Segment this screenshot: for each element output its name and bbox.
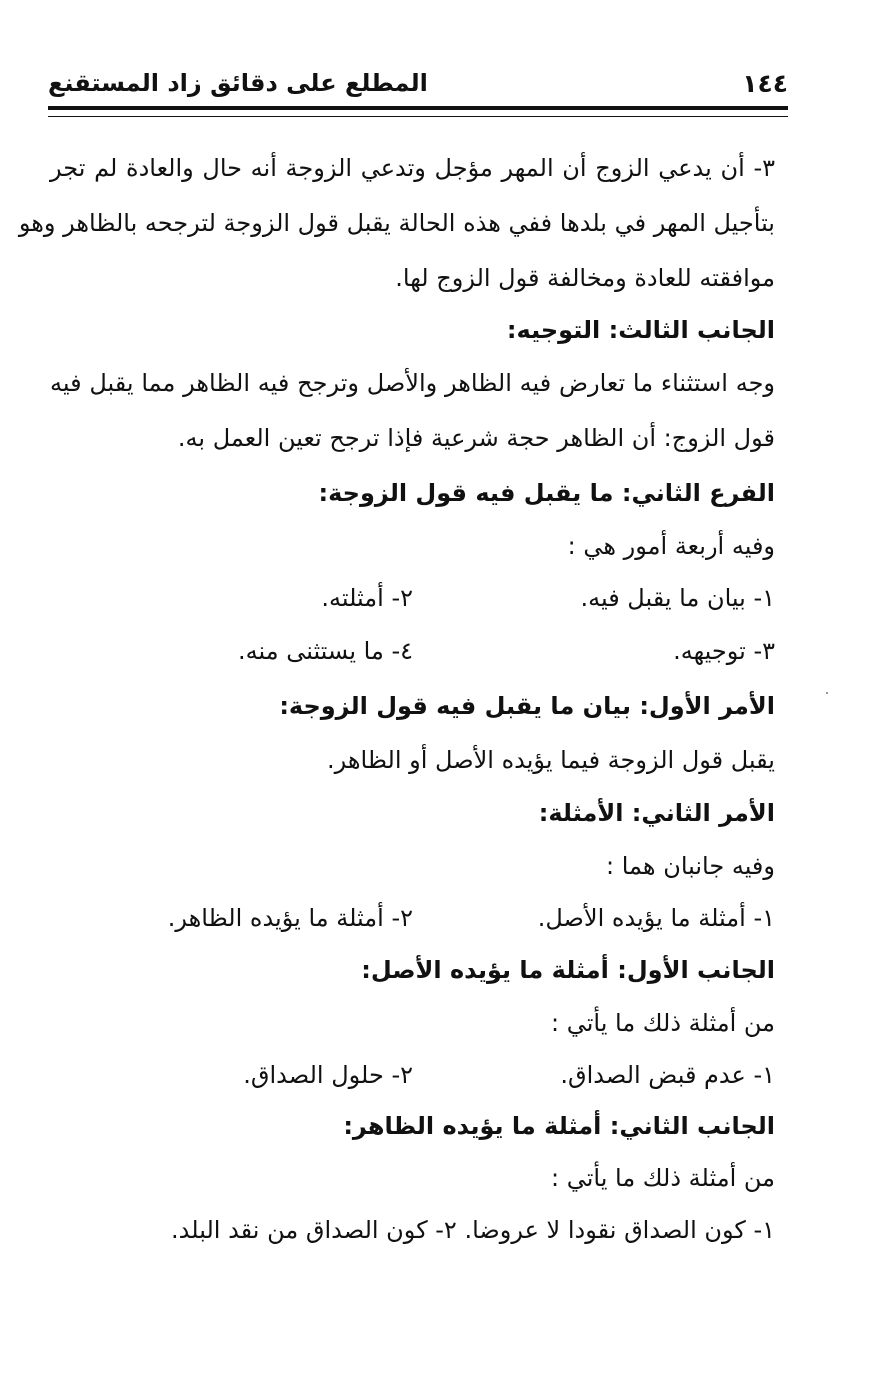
list-item: ٢- أمثلة ما يؤيده الظاهر.	[167, 904, 413, 932]
list-item: ٣- توجيهه.	[673, 637, 775, 665]
intro-line: من أمثلة ذلك ما يأتي :	[550, 1164, 775, 1192]
list-line: ١- كون الصداق نقودا لا عروضا. ٢- كون الصداق من نقد البلد.	[171, 1216, 775, 1244]
intro-line: من أمثلة ذلك ما يأتي :	[550, 1009, 775, 1037]
header-rule-thick	[48, 106, 788, 110]
section-heading: الأمر الثاني: الأمثلة:	[538, 799, 775, 827]
intro-line: وفيه جانبان هما :	[606, 852, 775, 880]
book-title: المطلع على دقائق زاد المستقنع	[48, 69, 428, 97]
list-item: ٢- أمثلته.	[321, 584, 413, 612]
page-number: ١٤٤	[742, 68, 788, 98]
branch-heading: الفرع الثاني: ما يقبل فيه قول الزوجة:	[318, 479, 775, 507]
list-item: ١- أمثلة ما يؤيده الأصل.	[537, 904, 775, 932]
header-rule-thin	[48, 116, 788, 117]
section-heading: الجانب الثالث: التوجيه:	[506, 316, 775, 344]
list-item: ١- بيان ما يقبل فيه.	[580, 584, 775, 612]
paragraph-line: بتأجيل المهر في بلدها ففي هذه الحالة يقبل قول الزوجة لترجحه بالظاهر وهو	[18, 209, 775, 237]
intro-line: وفيه أربعة أمور هي :	[567, 532, 775, 560]
list-item: ٢- حلول الصداق.	[243, 1061, 413, 1089]
list-item: ٤- ما يستثنى منه.	[237, 637, 413, 665]
paragraph-line: قول الزوج: أن الظاهر حجة شرعية فإذا ترجح تعين العمل به.	[177, 424, 775, 452]
paragraph-line: وجه استثناء ما تعارض فيه الظاهر والأصل وترجح فيه الظاهر مما يقبل فيه	[50, 369, 775, 397]
section-heading: الأمر الأول: بيان ما يقبل فيه قول الزوجة:	[279, 692, 775, 720]
list-item: ١- عدم قبض الصداق.	[560, 1061, 775, 1089]
section-heading: الجانب الأول: أمثلة ما يؤيده الأصل:	[361, 956, 775, 984]
paragraph-line: يقبل قول الزوجة فيما يؤيده الأصل أو الظاهر.	[327, 746, 775, 774]
paragraph-line: ٣- أن يدعي الزوج أن المهر مؤجل وتدعي الزوجة أنه حال والعادة لم تجر	[50, 154, 775, 182]
scan-speck	[826, 692, 828, 694]
paragraph-line: موافقته للعادة ومخالفة قول الزوج لها.	[395, 264, 775, 292]
section-heading: الجانب الثاني: أمثلة ما يؤيده الظاهر:	[343, 1112, 775, 1140]
running-header	[48, 64, 788, 102]
